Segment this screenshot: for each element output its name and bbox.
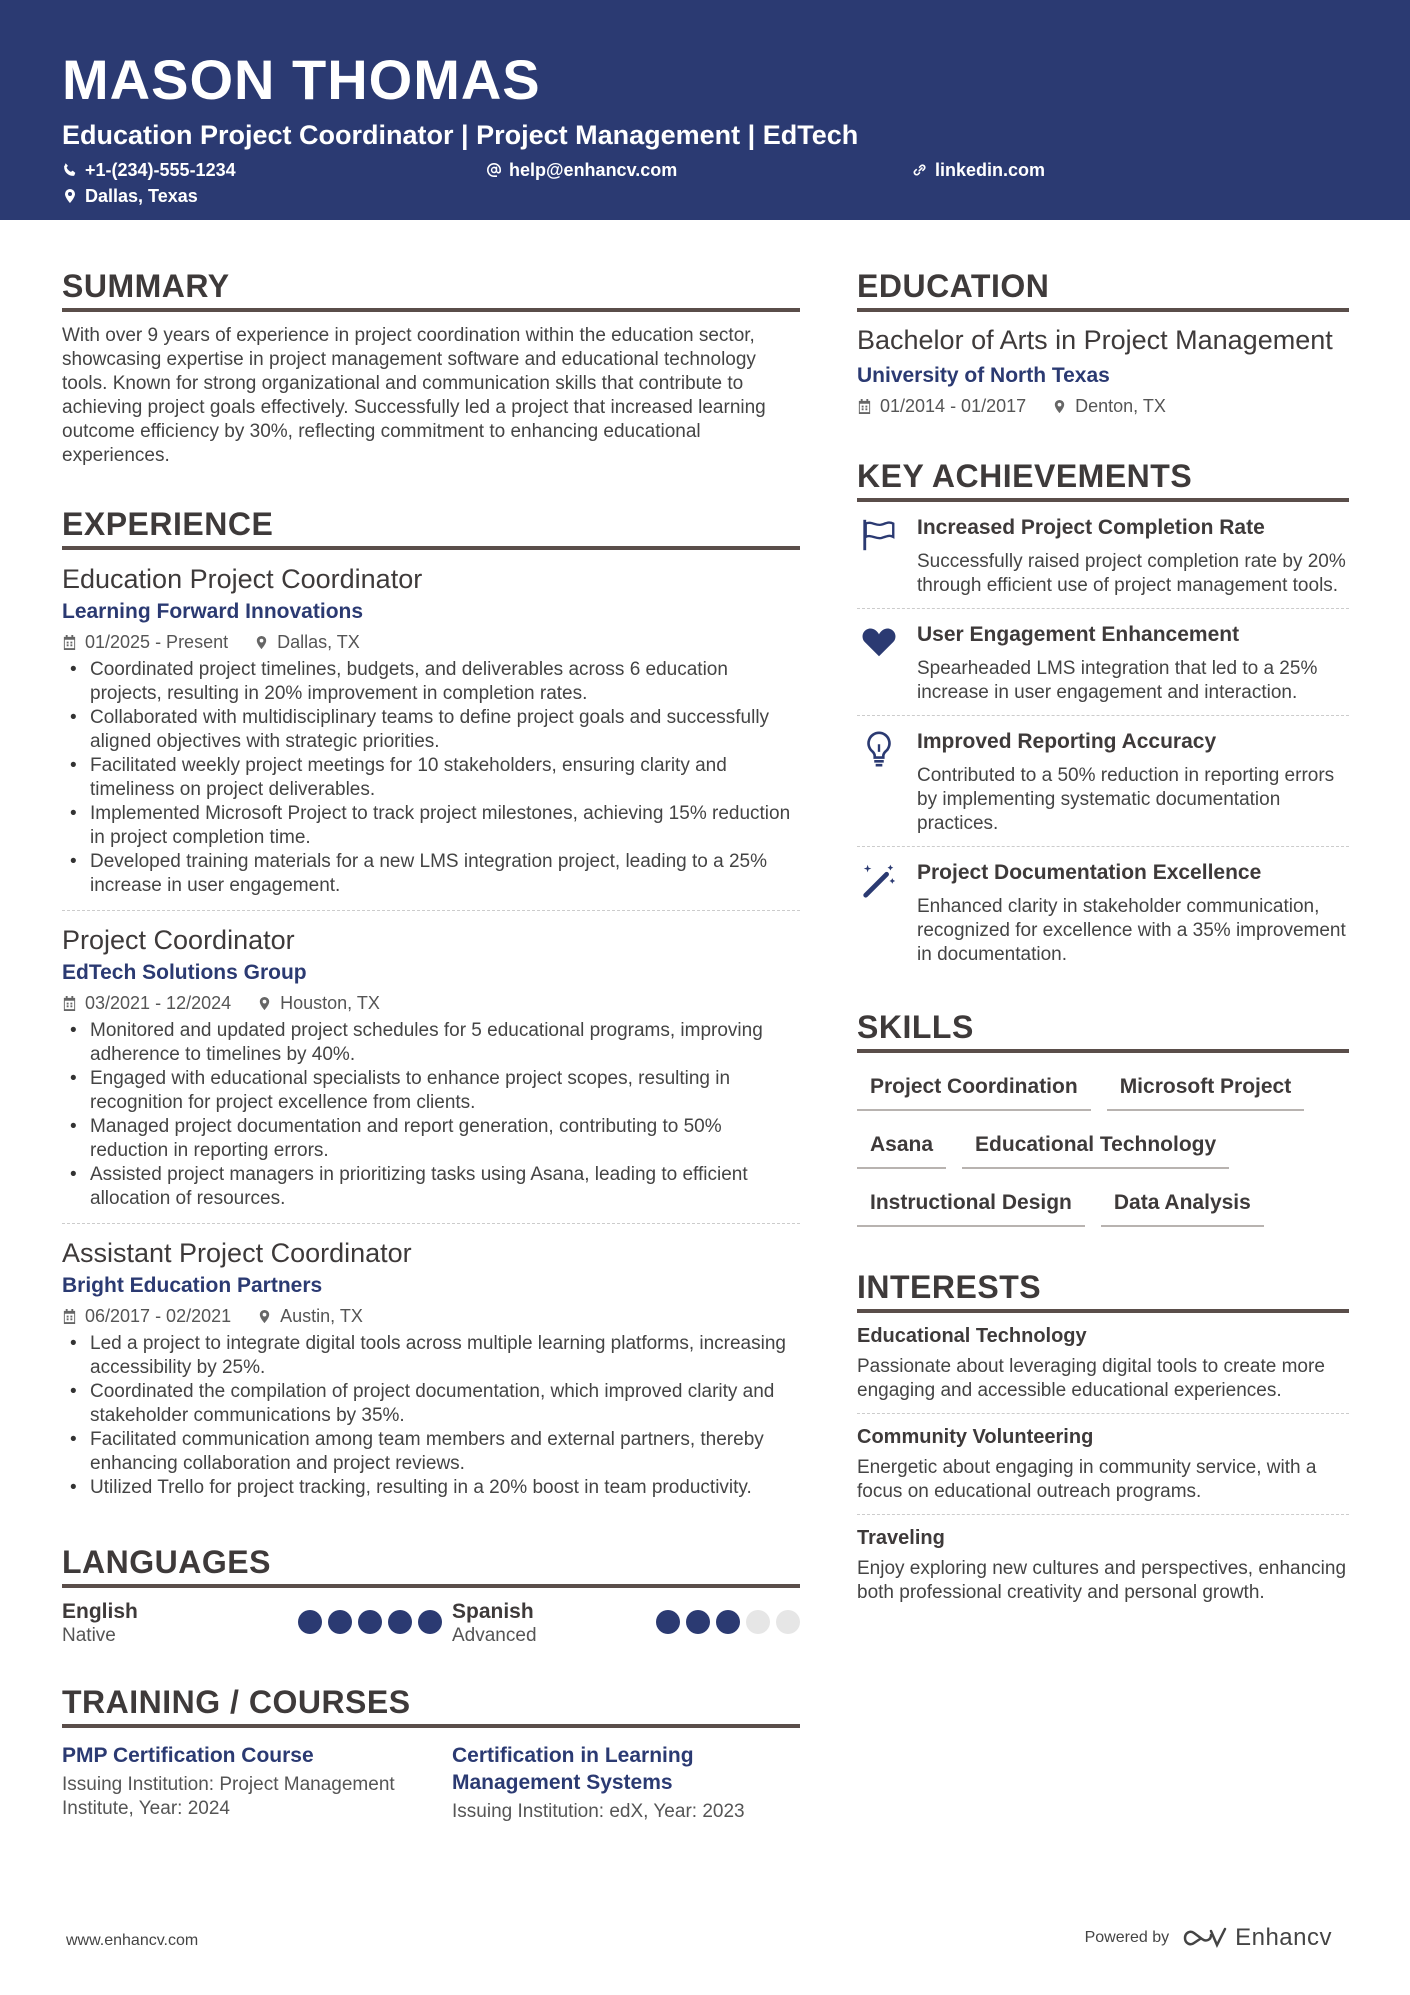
company-name: Learning Forward Innovations — [62, 600, 364, 623]
job-entry — [62, 911, 800, 1224]
bullet-item: • Led a project to integrate digital tools across multiple learning platforms, increasing accessibility by 25%. — [62, 1332, 800, 1380]
interest-title: Community Volunteering — [857, 1426, 1094, 1448]
bullet-item: • Utilized Trello for project tracking, resulting in a 20% boost in team productivity. — [62, 1476, 800, 1500]
education-meta — [857, 394, 1349, 418]
calendar-icon — [62, 996, 77, 1011]
job-title: Assistant Project Coordinator — [62, 1238, 412, 1268]
rating-dot — [716, 1610, 740, 1634]
linkedin-text: linkedin.com — [935, 160, 1046, 180]
contact-email[interactable] — [486, 158, 677, 182]
rating-dot — [418, 1610, 442, 1634]
course-title: Certification in Learning Management Systems — [452, 1744, 694, 1794]
bullet-item: • Assisted project managers in prioritizing tasks using Asana, leading to efficient allocation of resources. — [62, 1163, 800, 1211]
location-pin-icon — [254, 635, 269, 650]
calendar-icon — [857, 399, 872, 414]
experience-section — [62, 504, 800, 1512]
left-column — [62, 266, 800, 1824]
language-rating — [298, 1608, 442, 1636]
rating-dot — [746, 1610, 770, 1634]
skill-tag: Educational Technology — [962, 1127, 1229, 1169]
location-pin-icon — [62, 188, 78, 204]
language-level: Advanced — [452, 1625, 537, 1646]
lightbulb-icon — [860, 730, 898, 768]
calendar-icon — [62, 1309, 77, 1324]
rating-dot — [388, 1610, 412, 1634]
achievement-item — [857, 716, 1349, 847]
rating-dot — [358, 1610, 382, 1634]
training-title: TRAINING / COURSES — [62, 1682, 800, 1728]
language-item — [62, 1600, 452, 1648]
flag-icon — [860, 516, 898, 554]
contact-phone[interactable] — [62, 158, 236, 182]
bullet-item: • Coordinated project timelines, budgets, and deliverables across 6 education projects, resulting in 20% improvement in completion rates. — [62, 658, 800, 706]
location-pin-icon — [257, 1309, 272, 1324]
interest-item — [857, 1414, 1349, 1515]
skill-tag: Data Analysis — [1101, 1185, 1264, 1227]
skill-tag: Microsoft Project — [1107, 1069, 1305, 1111]
achievement-title: Project Documentation Excellence — [917, 861, 1262, 884]
link-icon — [912, 162, 928, 178]
rating-dot — [776, 1610, 800, 1634]
achievements-section — [857, 456, 1349, 977]
company-name: Bright Education Partners — [62, 1274, 323, 1297]
bullet-item: • Developed training materials for a new LMS integration project, leading to a 25% increase in user engagement. — [62, 850, 800, 898]
candidate-headline: Education Project Coordinator | Project Management | EdTech — [62, 120, 859, 150]
education-dates: 01/2014 - 01/2017 — [880, 396, 1027, 416]
achievement-title: Improved Reporting Accuracy — [917, 730, 1217, 753]
job-entry — [62, 1224, 800, 1512]
location-pin-icon — [1052, 399, 1067, 414]
languages-section — [62, 1542, 800, 1648]
interest-title: Educational Technology — [857, 1325, 1087, 1347]
course-item — [62, 1742, 452, 1824]
contact-info — [62, 158, 1348, 214]
footer-website[interactable]: www.enhancv.com — [66, 1932, 199, 1949]
achievement-desc: Contributed to a 50% reduction in reporting errors by implementing systematic documentation practices. — [917, 765, 1335, 834]
courses-list — [62, 1742, 800, 1824]
job-meta — [62, 1304, 800, 1328]
summary-section — [62, 266, 800, 468]
achievement-desc: Enhanced clarity in stakeholder communication, recognized for excellence with a 35% improvement in documentation. — [917, 896, 1346, 965]
education-section — [857, 266, 1349, 418]
skill-tag: Asana — [857, 1127, 946, 1169]
interest-item — [857, 1515, 1349, 1615]
course-item — [452, 1742, 800, 1824]
bullet-item: • Collaborated with multidisciplinary teams to define project goals and successfully aligned objectives with strategic priorities. — [62, 706, 800, 754]
bullet-item: • Facilitated weekly project meetings for 10 stakeholders, ensuring clarity and timeliness on project deliverables. — [62, 754, 800, 802]
right-column — [857, 266, 1349, 1615]
bullet-item: • Implemented Microsoft Project to track project milestones, achieving 15% reduction in project completion time. — [62, 802, 800, 850]
resume-header — [0, 0, 1410, 220]
candidate-name: MASON THOMAS — [62, 48, 541, 111]
phone-icon — [62, 162, 78, 178]
achievement-desc: Successfully raised project completion rate by 20% through efficient use of project management tools. — [917, 551, 1346, 596]
interest-item — [857, 1313, 1349, 1414]
email-text: help@enhancv.com — [509, 160, 678, 180]
interest-desc: Energetic about engaging in community service, with a focus on educational outreach programs. — [857, 1457, 1317, 1502]
job-meta — [62, 630, 800, 654]
achievements-title: KEY ACHIEVEMENTS — [857, 456, 1349, 502]
magic-wand-icon — [860, 861, 898, 899]
skills-title: SKILLS — [857, 1007, 1349, 1053]
languages-title: LANGUAGES — [62, 1542, 800, 1588]
experience-title: EXPERIENCE — [62, 504, 800, 550]
at-icon — [486, 162, 502, 178]
language-level: Native — [62, 1625, 116, 1646]
job-title: Education Project Coordinator — [62, 564, 423, 594]
contact-location — [62, 184, 198, 208]
bullet-item: • Facilitated communication among team members and external partners, thereby enhancing collaboration and project reviews. — [62, 1428, 800, 1476]
bullet-item: • Engaged with educational specialists to enhance project scopes, resulting in recognition for project excellence from clients. — [62, 1067, 800, 1115]
bullet-item: • Monitored and updated project schedules for 5 educational programs, improving adherence to timelines by 40%. — [62, 1019, 800, 1067]
enhancv-logo-icon — [1181, 1925, 1227, 1951]
language-item — [452, 1600, 800, 1648]
achievement-item — [857, 847, 1349, 977]
powered-by-text: Powered by — [1084, 1929, 1170, 1946]
job-bullets — [62, 658, 800, 898]
job-dates: 06/2017 - 02/2021 — [85, 1306, 232, 1326]
achievement-item — [857, 609, 1349, 716]
contact-linkedin[interactable] — [912, 158, 1045, 182]
interests-title: INTERESTS — [857, 1267, 1349, 1313]
skills-section — [857, 1007, 1349, 1227]
achievement-title: Increased Project Completion Rate — [917, 516, 1265, 539]
location-text: Dallas, Texas — [85, 186, 198, 206]
job-bullets — [62, 1332, 800, 1500]
course-title: PMP Certification Course — [62, 1744, 314, 1767]
phone-text: +1-(234)-555-1234 — [85, 160, 236, 180]
skill-tag: Project Coordination — [857, 1069, 1091, 1111]
language-name: Spanish — [452, 1600, 534, 1623]
rating-dot — [328, 1610, 352, 1634]
calendar-icon — [62, 635, 77, 650]
company-name: EdTech Solutions Group — [62, 961, 307, 984]
summary-title: SUMMARY — [62, 266, 800, 312]
rating-dot — [686, 1610, 710, 1634]
interest-desc: Enjoy exploring new cultures and perspectives, enhancing both professional creativity and personal growth. — [857, 1558, 1347, 1603]
interest-title: Traveling — [857, 1527, 945, 1549]
summary-text: With over 9 years of experience in project coordination within the education sector, showcasing expertise in project management software and educational technology tools. Known for strong organizational and communication skills that contribute to achieving project goals effectively. Successfully led a project that increased learning outcome efficiency by 30%, reflecting commitment to enhancing educational experiences. — [62, 325, 766, 466]
rating-dot — [656, 1610, 680, 1634]
course-desc: Issuing Institution: edX, Year: 2023 — [452, 1801, 745, 1822]
job-bullets — [62, 1019, 800, 1211]
job-entry — [62, 550, 800, 911]
achievement-title: User Engagement Enhancement — [917, 623, 1240, 646]
education-location: Denton, TX — [1075, 396, 1166, 416]
footer-branding[interactable] — [1085, 1924, 1332, 1952]
language-name: English — [62, 1600, 138, 1623]
job-meta — [62, 991, 800, 1015]
location-pin-icon — [257, 996, 272, 1011]
heart-icon — [860, 623, 898, 661]
achievement-item — [857, 502, 1349, 609]
education-title: EDUCATION — [857, 266, 1349, 312]
bullet-item: • Coordinated the compilation of project documentation, which improved clarity and stakeholder communications by 35%. — [62, 1380, 800, 1428]
bullet-item: • Managed project documentation and report generation, contributing to 50% reduction in reporting errors. — [62, 1115, 800, 1163]
achievement-desc: Spearheaded LMS integration that led to a 25% increase in user engagement and interaction. — [917, 658, 1318, 703]
job-location: Dallas, TX — [277, 632, 360, 652]
degree-name: Bachelor of Arts in Project Management — [857, 325, 1333, 355]
rating-dot — [298, 1610, 322, 1634]
skill-tag: Instructional Design — [857, 1185, 1085, 1227]
languages-list — [62, 1600, 800, 1648]
course-desc: Issuing Institution: Project Management Institute, Year: 2024 — [62, 1774, 395, 1819]
job-location: Houston, TX — [280, 993, 380, 1013]
job-dates: 03/2021 - 12/2024 — [85, 993, 232, 1013]
skills-list — [857, 1069, 1349, 1227]
interest-desc: Passionate about leveraging digital tools to create more engaging and accessible educational experiences. — [857, 1356, 1325, 1401]
job-title: Project Coordinator — [62, 925, 295, 955]
school-name: University of North Texas — [857, 364, 1110, 387]
job-dates: 01/2025 - Present — [85, 632, 229, 652]
training-section — [62, 1682, 800, 1824]
brand-name: Enhancv — [1235, 1924, 1332, 1951]
interests-section — [857, 1267, 1349, 1615]
job-location: Austin, TX — [280, 1306, 363, 1326]
language-rating — [656, 1608, 800, 1636]
brand-logo — [1181, 1924, 1332, 1952]
